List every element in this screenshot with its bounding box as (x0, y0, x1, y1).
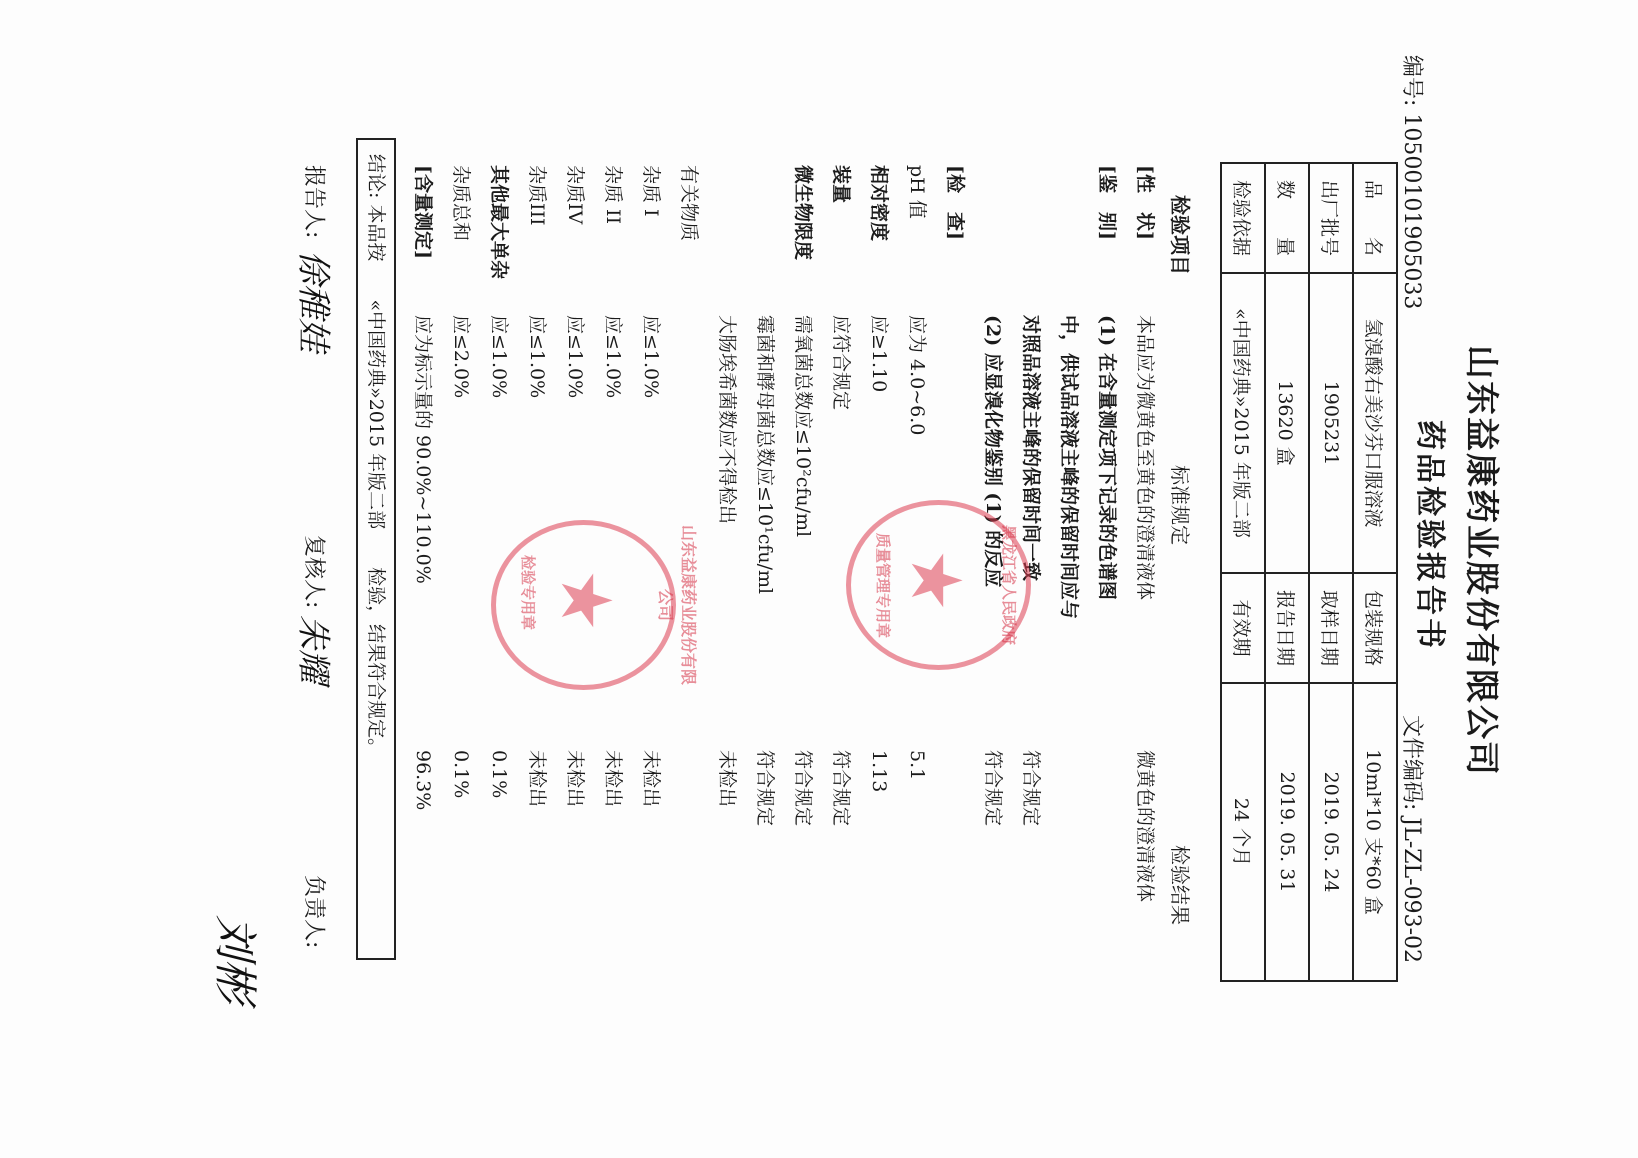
gov-stamp (846, 500, 1031, 670)
row-result: 未检出 (526, 750, 548, 808)
row-standard: 应为标示量的 90.0%~110.0% (412, 315, 434, 584)
reviewer-signature: 朱耀 (293, 615, 333, 683)
header-table (1220, 162, 1398, 982)
row-standard: 本品应为微黄色至黄色的澄清液体 (1134, 315, 1156, 601)
column-item: 检验项目 (1168, 195, 1192, 275)
row-standard: 中，供试品溶液主峰的保留时间应与 (1058, 315, 1080, 620)
row-result: 5.1 (906, 750, 928, 781)
conclusion-text: 结论: 本品按 «中国药典»2015 年版二部 检验，结果符合规定。 (365, 154, 387, 758)
basis-label: 检验依据 (1221, 163, 1265, 273)
sample-date-value: 2019. 05. 24 (1309, 683, 1353, 981)
row-result: 1.13 (868, 750, 890, 793)
report-title: 药品检验报告书 (1412, 420, 1447, 651)
row-item: 杂质总和 (450, 165, 472, 242)
gov-stamp-text: 黑龙江省人民政府 (1000, 524, 1018, 645)
product-name-value: 氢溴酸右美沙芬口服溶液 (1353, 273, 1397, 573)
row-result: 符合规定 (830, 750, 852, 827)
row-item: 杂质 II (602, 165, 624, 225)
validity-label: 有效期 (1221, 573, 1265, 683)
row-item: 其他最大单杂 (488, 165, 510, 280)
row-standard: 应≥1.10 (868, 315, 890, 393)
company-stamp (491, 520, 698, 690)
row-result: 微黄色的澄清液体 (1134, 750, 1156, 903)
reporter-signature: 俆稚娃 (293, 250, 333, 352)
row-standard: 应≤1.0% (640, 315, 662, 399)
row-result: 符合规定 (754, 750, 776, 827)
basis-value: «中国药典»2015 年版二部 (1221, 273, 1265, 573)
batch-no-value: 1905231 (1309, 273, 1353, 573)
row-standard: 应符合规定 (830, 315, 852, 411)
row-standard: (1) 在含量测定项下记录的色谱图 (1096, 315, 1118, 600)
company-stamp-sub: 检验专用章 (519, 555, 537, 631)
document-code: 文件编码: JL-ZL-093-02 (1399, 715, 1424, 964)
report-date-value: 2019. 05. 31 (1265, 683, 1309, 981)
row-item: [含量测定] (412, 165, 434, 259)
responsible-label: 负责人: (301, 875, 326, 949)
row-standard: 应为 4.0~6.0 (906, 315, 928, 436)
star-icon: ★ (895, 549, 977, 612)
row-standard: 应≤1.0% (564, 315, 586, 399)
reviewer-label: 复核人: (301, 535, 326, 609)
row-standard: 对照品溶液主峰的保留时间一致 (1020, 315, 1042, 582)
row-result: 未检出 (716, 750, 738, 808)
row-item: 杂质IV (564, 165, 586, 225)
row-standard: 霉菌和酵母菌总数应≤10¹cfu/ml (754, 315, 776, 595)
row-result: 0.1% (450, 750, 472, 799)
responsible-signature: 刘彬 (209, 915, 260, 1003)
row-standard: 需氧菌总数应≤10²cfu/ml (792, 315, 814, 538)
row-result: 符合规定 (1020, 750, 1042, 827)
row-result: 未检出 (640, 750, 662, 808)
quantity-value: 13620 盒 (1265, 273, 1309, 573)
row-result: 96.3% (412, 750, 434, 811)
row-standard: (2) 应显溴化物鉴别 (1) 的反应 (982, 315, 1004, 588)
row-item: 有关物质 (678, 165, 700, 242)
reporter-label: 报告人: (301, 165, 326, 239)
row-standard: 应≤1.0% (602, 315, 624, 399)
sample-date-label: 取样日期 (1309, 573, 1353, 683)
package-spec-label: 包装规格 (1353, 573, 1397, 683)
gov-stamp-sub: 质量管理专用章 (874, 533, 892, 639)
row-item: 杂质III (526, 165, 548, 226)
row-result: 符合规定 (982, 750, 1004, 827)
row-standard: 应≤2.0% (450, 315, 472, 399)
row-result: 0.1% (488, 750, 510, 799)
star-icon: ★ (545, 569, 627, 632)
product-name-label: 品 名 (1353, 163, 1397, 273)
batch-no-label: 出厂批号 (1309, 163, 1353, 273)
serial-number: 编号: 10500101905033 (1399, 55, 1424, 310)
row-item: 装量 (830, 165, 852, 204)
row-standard: 大肠埃希菌数应不得检出 (716, 315, 738, 525)
row-item: [性 状] (1134, 165, 1156, 240)
row-result: 未检出 (602, 750, 624, 808)
row-item: 相对密度 (868, 165, 890, 242)
company-name: 山东益康药业股份有限公司 (1461, 345, 1501, 777)
company-stamp-text: 山东益康药业股份有限公司 (656, 525, 698, 686)
column-standard: 标准规定 (1168, 465, 1192, 545)
column-result: 检验结果 (1168, 845, 1192, 925)
row-item: 微生物限度 (792, 165, 814, 261)
report-date-label: 报告日期 (1265, 573, 1309, 683)
validity-value: 24 个月 (1221, 683, 1265, 981)
row-result: 未检出 (564, 750, 586, 808)
row-standard: 应≤1.0% (488, 315, 510, 399)
row-item: pH 值 (906, 165, 928, 219)
row-item: [鉴 别] (1096, 165, 1118, 240)
package-spec-value: 10ml*10 支*60 盒 (1353, 683, 1397, 981)
row-item: 杂质 I (640, 165, 662, 217)
row-result: 符合规定 (792, 750, 814, 827)
conclusion-box (356, 138, 396, 960)
inspection-report-document (21, 15, 1521, 1135)
quantity-label: 数 量 (1265, 163, 1309, 273)
row-item: [检 查] (944, 165, 966, 240)
row-standard: 应≤1.0% (526, 315, 548, 399)
